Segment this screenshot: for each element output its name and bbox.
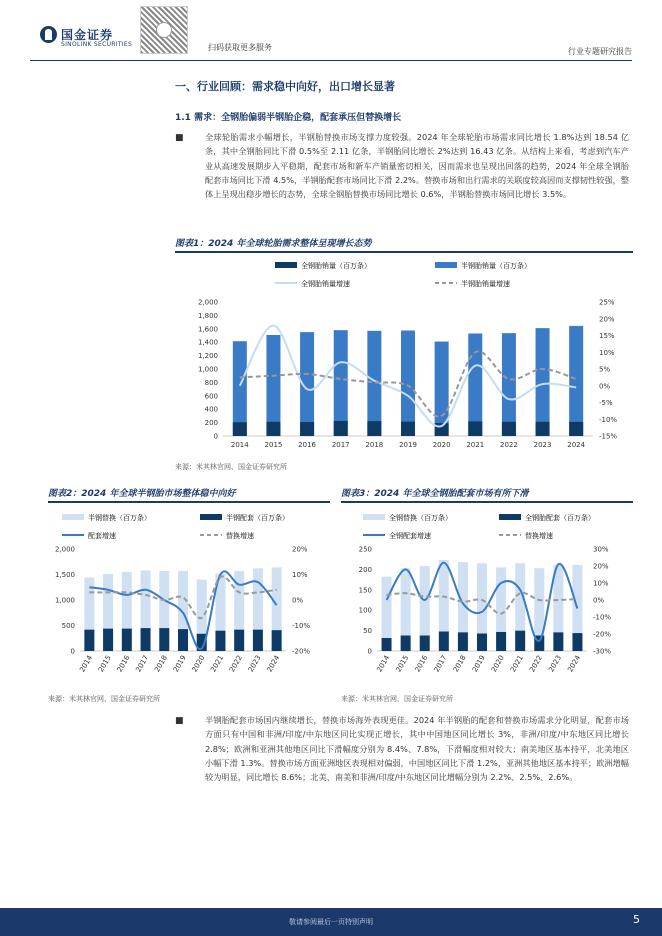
left-tick-label: 2,000	[197, 298, 218, 307]
left-tick-label: 400	[204, 405, 218, 414]
right-tick-label: 15%	[599, 332, 615, 340]
legend-label-steel-oe: 全钢胎配套（百万条）	[525, 514, 595, 522]
right-tick-label: -10%	[593, 613, 612, 622]
bar-半钢配套（百万条）	[253, 630, 263, 651]
chart-1	[175, 254, 633, 457]
bar-全钢胎销量（百万条）	[233, 422, 247, 436]
right-tick-label: -10%	[599, 415, 618, 424]
bar-半钢胎销量（百万条）	[536, 328, 550, 436]
category-label: 2024	[265, 654, 282, 674]
bar-半钢胎销量（百万条）	[334, 330, 348, 436]
logo-icon	[40, 26, 57, 43]
left-tick-label: 1,000	[54, 596, 75, 605]
category-label: 2018	[451, 654, 468, 674]
paragraph-1: 全球轮胎需求小幅增长，半钢胎替换市场支撑力度较强。2024 年全球轮胎市场需求同比增长 1.8%达到 18.54 亿条，其中全钢胎同比下滑 0.5%至 2.11 亿条，半钢胎同比增长 2%达到 16.43 亿条。从结构上来看，考虑到汽车产业从高速发展期步入平稳期，配套市场和新车产销量密切相关，因而需求也呈现出回落的趋势，2024 年全球全钢胎配套市场同比下滑 4.5%，半钢胎配套市场同比下滑 2.2%。替换市场和出行需求的关联度较高因而支撑韧性较强，整体上呈现出稳步增长的态势，全球全钢胎替换市场同比增长 0.6%，半钢胎替换市场同比增长 3.5%。	[205, 132, 629, 200]
right-tick-label: -5%	[599, 399, 613, 407]
bar-半钢胎销量（百万条）	[266, 335, 280, 436]
chart-3-legend	[363, 513, 595, 540]
bar-半钢配套（百万条）	[272, 630, 282, 651]
chart-2-legend	[62, 513, 289, 540]
bar-半钢配套（百万条）	[178, 629, 188, 651]
bar-全钢胎销量（百万条）	[468, 421, 482, 436]
figure-3-title: 图表3：2024 年全球全钢胎配套市场有所下滑	[341, 489, 529, 499]
right-tick-label: 25%	[599, 298, 615, 307]
left-tick-label: 100	[358, 606, 372, 615]
category-label: 2022	[528, 654, 545, 674]
legend-swatch-steel-replace	[363, 514, 385, 520]
bar-半钢替换（百万条）	[253, 568, 263, 629]
right-tick-label: 20%	[593, 562, 609, 571]
bar-半钢配套（百万条）	[234, 630, 244, 651]
left-tick-label: 500	[61, 622, 75, 630]
right-tick-label: -15%	[599, 432, 618, 441]
left-tick-label: 1,200	[197, 352, 218, 361]
bar-全钢胎销量（百万条）	[334, 421, 348, 436]
right-tick-label: 20%	[292, 545, 308, 554]
bar-全钢胎销量（百万条）	[266, 422, 280, 436]
section-subtitle: 1.1 需求：全钢胎偏弱半钢胎企稳，配套承压但替换增长	[175, 113, 402, 123]
figure-3-rule	[341, 501, 633, 503]
bar-半钢胎销量（百万条）	[233, 341, 247, 436]
category-label: 2021	[466, 441, 485, 449]
legend-label-steel: 全钢胎销量（百万条）	[301, 262, 371, 270]
category-label: 2023	[246, 654, 263, 674]
left-tick-label: 1,500	[54, 571, 75, 579]
legend-swatch-semi-oe	[200, 514, 222, 520]
right-tick-label: 10%	[599, 348, 615, 357]
legend-label-replace-growth: 替换增速	[226, 532, 254, 540]
left-tick-label: 250	[358, 545, 372, 554]
category-label: 2022	[499, 441, 518, 449]
figure-1-source: 来源：米其林官网、国金证券研究所	[175, 463, 287, 471]
category-label: 2019	[399, 441, 417, 449]
paragraph-2: 半钢胎配套市场国内继续增长，替换市场海外表现更佳。2024 年半钢胎的配套和替换市场需求分化明显，配套市场方面只有中国和非洲/印度/中东地区同比实现正增长，其中中国地区同比增长 3%，非洲/印度/中东地区同比增长 2.8%；欧洲和亚洲其他地区同比下滑幅度分别为 8.4%、7.8%，下滑幅度相对较大；南美地区基本持平，北美地区小幅下滑 1.3%。替换市场方面亚洲地区表现相对偏弱，中国地区同比下滑 1.2%，亚洲其他地区基本持平；欧洲增幅较为明显，同比增长 8.6%；北美、南美和非洲/印度/中东地区同比增幅分别为 2.2%、2.5%、2.6%。	[205, 715, 629, 783]
bullet-marker-2: ■	[175, 716, 184, 726]
chart-2	[48, 504, 330, 690]
category-label: 2022	[228, 654, 244, 674]
section-title: 一、行业回顾：需求稳中向好，出口增长显著	[175, 80, 395, 93]
footer-disclaimer[interactable]: 敬请参阅最后一页特别声明	[289, 918, 373, 926]
category-label: 2023	[533, 441, 552, 449]
category-label: 2020	[432, 441, 451, 449]
bar-全钢胎销量（百万条）	[401, 422, 415, 436]
right-tick-label: -30%	[593, 647, 612, 656]
legend-label-steel-replace: 全钢替换（百万条）	[389, 514, 452, 522]
right-tick-label: -10%	[292, 622, 311, 630]
bar-全钢胎配套（百万条）	[496, 632, 506, 651]
category-label: 2014	[78, 654, 95, 674]
legend-label-semi: 半钢胎销量（百万条）	[461, 262, 531, 270]
qr-center-logo-icon	[156, 22, 172, 38]
right-tick-label: 0%	[292, 596, 304, 605]
logo-cn: 国金证券	[61, 28, 114, 42]
right-tick-label: -20%	[292, 647, 311, 656]
right-tick-label: 5%	[599, 365, 611, 374]
bar-半钢替换（百万条）	[84, 578, 94, 630]
category-label: 2014	[230, 441, 249, 449]
report-type: 行业专题研究报告	[568, 47, 632, 56]
category-label: 2019	[171, 654, 188, 674]
legend-label-semi-oe: 半钢配套（百万条）	[226, 514, 289, 522]
category-label: 2015	[264, 441, 283, 449]
category-label: 2016	[298, 441, 317, 449]
bar-全钢替换（百万条）	[534, 568, 544, 635]
chart-3	[341, 504, 633, 690]
category-label: 2018	[365, 441, 384, 449]
left-tick-label: 2,000	[54, 545, 75, 554]
legend-swatch-semi-replace	[62, 514, 84, 520]
legend-label-semi-replace: 半钢替换（百万条）	[88, 514, 151, 522]
category-label: 2024	[567, 441, 586, 449]
right-tick-label: 0%	[593, 596, 605, 605]
page-number: 5	[633, 913, 640, 926]
legend-swatch-semi	[435, 262, 457, 268]
category-label: 2020	[489, 654, 506, 674]
right-tick-label: 0%	[599, 382, 611, 391]
legend-label-oe-growth: 配套增速	[88, 532, 116, 540]
figure-2-source: 来源：米其林官网、国金证券研究所	[48, 695, 160, 703]
left-tick-label: 1,000	[197, 365, 218, 374]
category-label: 2017	[432, 654, 449, 674]
figure-2-title: 图表2：2024 年全球半钢胎市场整体稳中向好	[48, 489, 236, 499]
bar-全钢胎配套（百万条）	[420, 635, 430, 651]
bar-半钢配套（百万条）	[159, 628, 169, 651]
left-tick-label: 600	[204, 392, 218, 401]
bar-全钢替换（百万条）	[477, 563, 487, 633]
legend-label-steel-replace-growth: 替换增速	[525, 532, 553, 540]
bar-全钢胎配套（百万条）	[515, 631, 525, 651]
bar-全钢胎配套（百万条）	[401, 635, 411, 651]
category-label: 2015	[394, 654, 411, 674]
left-tick-label: 200	[204, 419, 218, 428]
figure-1-title: 图表1：2024 年全球轮胎需求整体呈现增长态势	[175, 239, 372, 249]
category-label: 2024	[566, 654, 583, 674]
category-label: 2017	[331, 441, 350, 449]
category-label: 2020	[190, 654, 207, 674]
bar-全钢胎配套（百万条）	[439, 631, 449, 651]
left-tick-label: 1,400	[197, 338, 218, 347]
category-label: 2018	[153, 654, 170, 674]
figure-3-source: 来源：米其林官网、国金证券研究所	[341, 695, 453, 703]
category-label: 2015	[96, 654, 113, 674]
right-tick-label: 30%	[593, 545, 609, 554]
bar-全钢胎销量（百万条）	[502, 422, 516, 436]
left-tick-label: 150	[358, 586, 372, 595]
scan-text: 扫码获取更多服务	[208, 43, 272, 52]
bar-半钢替换（百万条）	[122, 572, 132, 629]
left-tick-label: 0	[213, 432, 218, 441]
chart-1-legend	[275, 261, 531, 288]
bar-全钢胎配套（百万条）	[572, 633, 582, 651]
bar-半钢胎销量（百万条）	[502, 333, 516, 436]
logo-en: SINOLINK SECURITIES	[61, 41, 133, 48]
category-label: 2016	[115, 654, 132, 674]
bar-全钢胎配套（百万条）	[458, 632, 468, 651]
bar-半钢配套（百万条）	[84, 630, 94, 651]
right-tick-label: 20%	[599, 315, 615, 324]
right-tick-label: 10%	[593, 579, 609, 588]
bar-全钢替换（百万条）	[401, 568, 411, 635]
category-label: 2021	[509, 654, 525, 674]
figure-2-rule	[48, 501, 330, 503]
bar-全钢替换（百万条）	[496, 567, 506, 631]
left-tick-label: 1,800	[197, 311, 218, 320]
legend-label-steel-growth: 全钢胎销量增速	[301, 280, 350, 288]
left-tick-label: 0	[70, 647, 75, 656]
figure-1-rule	[175, 251, 633, 253]
bar-全钢胎销量（百万条）	[300, 422, 314, 436]
legend-swatch-steel-oe	[499, 514, 521, 520]
bar-半钢替换（百万条）	[103, 574, 113, 629]
category-label: 2017	[134, 654, 151, 674]
bar-全钢胎配套（百万条）	[477, 633, 487, 651]
bar-全钢替换（百万条）	[382, 577, 392, 638]
bar-半钢配套（百万条）	[141, 628, 151, 651]
bar-全钢胎配套（百万条）	[553, 632, 563, 651]
legend-label-semi-growth: 半钢胎销量增速	[461, 280, 510, 288]
bar-半钢胎销量（百万条）	[468, 333, 482, 436]
bar-全钢胎配套（百万条）	[382, 638, 392, 651]
right-tick-label: 10%	[292, 571, 308, 579]
category-label: 2023	[547, 654, 564, 674]
right-tick-label: -20%	[593, 630, 612, 639]
bar-半钢配套（百万条）	[103, 629, 113, 651]
legend-swatch-steel	[275, 262, 297, 268]
bar-全钢胎销量（百万条）	[569, 422, 583, 436]
bar-半钢胎销量（百万条）	[569, 326, 583, 436]
bar-全钢胎销量（百万条）	[536, 422, 550, 436]
category-label: 2021	[209, 654, 226, 674]
left-tick-label: 1,600	[197, 325, 218, 334]
left-tick-label: 0	[367, 647, 372, 656]
category-label: 2014	[375, 654, 392, 674]
left-tick-label: 50	[363, 627, 372, 636]
bullet-marker: ■	[175, 133, 184, 143]
bar-全钢胎销量（百万条）	[367, 421, 381, 436]
bar-半钢替换（百万条）	[141, 570, 151, 628]
category-label: 2019	[470, 654, 487, 674]
left-tick-label: 200	[358, 565, 372, 574]
bar-半钢替换（百万条）	[197, 580, 207, 634]
left-tick-label: 800	[204, 378, 218, 387]
bar-半钢替换（百万条）	[234, 571, 244, 630]
legend-label-steel-oe-growth: 全钢配套增速	[389, 532, 431, 540]
bar-半钢配套（百万条）	[215, 631, 225, 651]
category-label: 2016	[413, 654, 430, 674]
bar-半钢配套（百万条）	[122, 629, 132, 651]
header-divider	[30, 60, 632, 61]
